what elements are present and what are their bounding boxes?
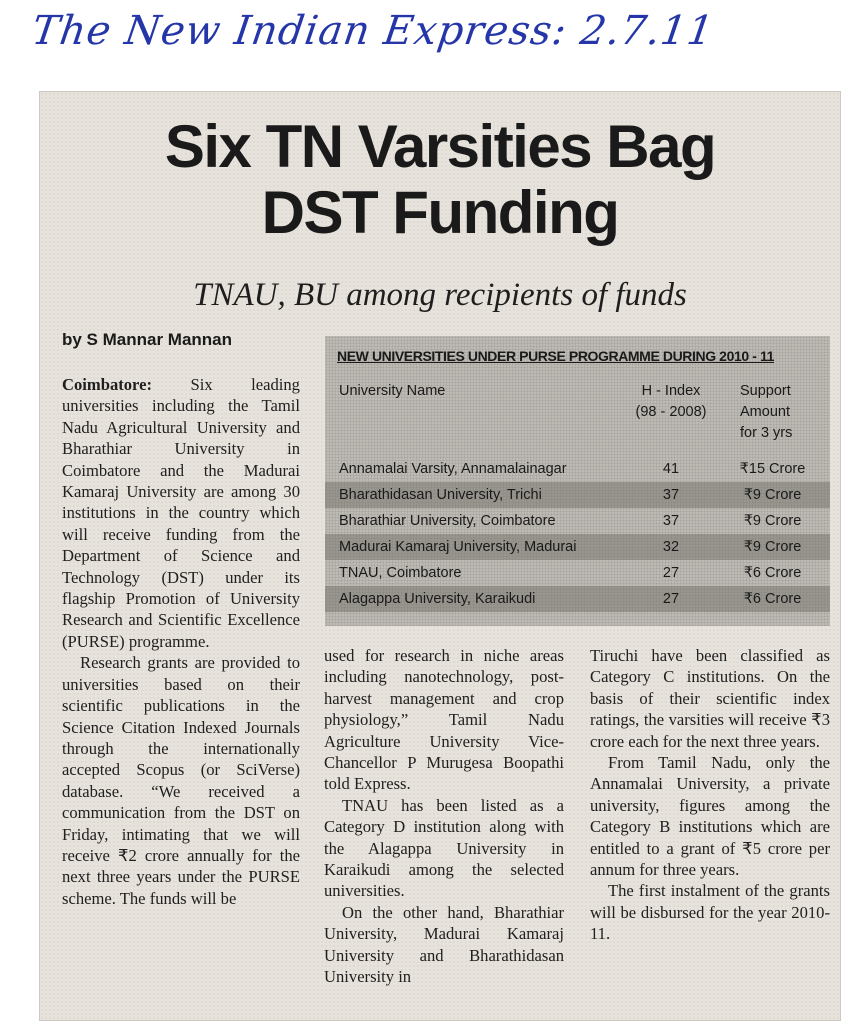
h-index-header-line-2: (98 - 2008) (635, 404, 707, 420)
university-name: Madurai Kamaraj University, Madurai (339, 539, 577, 555)
handwritten-source-note: The New Indian Express: 2.7.11 (29, 8, 717, 54)
table-row (325, 560, 830, 586)
support-header-line-3: for 3 yrs (740, 425, 793, 441)
article-paragraph-7: From Tamil Nadu, only the Annamalai University, a private university, figures among the Category B institutions which are entitled to a grant of ₹5 crore per annum for three years. (590, 753, 830, 880)
article-column-1 (62, 374, 300, 909)
support-amount: ₹9 Crore (743, 513, 802, 529)
table-row (325, 456, 830, 482)
article-text-1: Six leading universities including the Tamil Nadu Agricultural University and Bharathiar University in Coimbatore and the Madurai Kamaraj University are among 30 institutions in the country which will receive funding from the Department of Science and Technology (DST) under its flagship Promotion of University Research and Scientific Excellence (PURSE) programme. (62, 375, 300, 651)
newspaper-clipping (40, 92, 840, 1020)
support-amount: ₹9 Crore (743, 487, 802, 503)
support-amount: ₹6 Crore (743, 565, 802, 581)
article-paragraph-8: The first instalment of the grants will be disbursed for the year 2010-11. (590, 881, 830, 944)
table-row (325, 508, 830, 534)
article-paragraph-1 (62, 374, 300, 652)
article-paragraph-3: used for research in niche areas including nanotechnology, post-harvest management and crop physiology,” Tamil Nadu Agriculture University Vice-Chancellor P Murugesa Boopathi told Express. (324, 646, 564, 794)
byline: by S Mannar Mannan (62, 330, 233, 349)
dateline: Coimbatore: (62, 375, 153, 394)
column-header-support-amount (740, 381, 820, 444)
h-index-value: 27 (662, 591, 680, 607)
table-title: NEW UNIVERSITIES UNDER PURSE PROGRAMME DURING 2010 - 11 (337, 348, 774, 364)
h-index-value: 27 (662, 565, 680, 581)
table-row (325, 534, 830, 560)
article-column-2 (324, 645, 564, 988)
support-amount: ₹15 Crore (739, 461, 806, 477)
h-index-value: 37 (662, 487, 680, 503)
subheadline: TNAU, BU among recipients of funds (193, 277, 687, 313)
article-paragraph-4: TNAU has been listed as a Category D institution along with the Alagappa University in Karaikudi among the selected universities. (324, 795, 564, 901)
h-index-value: 37 (662, 513, 680, 529)
table-row (325, 482, 830, 508)
article-paragraph-2: Research grants are provided to universities based on their scientific publications in the Science Citation Indexed Journals through the internationally accepted Scopus (or SciVerse) database. “We received a communication from the DST on Friday, intimating that we will receive ₹2 crore annually for the next three years under the PURSE scheme. The funds will be (62, 653, 300, 908)
h-index-value: 32 (662, 539, 680, 555)
table-row (325, 586, 830, 612)
purse-universities-table (325, 336, 830, 626)
support-amount: ₹6 Crore (743, 591, 802, 607)
column-header-university-name: University Name (339, 383, 446, 399)
column-header-h-index (625, 381, 717, 423)
article-column-3 (590, 645, 830, 945)
university-name: Alagappa University, Karaikudi (339, 591, 536, 607)
h-index-value: 41 (662, 461, 680, 477)
headline (40, 114, 840, 246)
h-index-header-line-1: H - Index (641, 383, 701, 399)
university-name: TNAU, Coimbatore (339, 565, 462, 581)
support-header-line-1: Support (740, 383, 791, 399)
headline-line-1: Six TN Varsities Bag (164, 113, 716, 180)
university-name: Bharathiar University, Coimbatore (339, 513, 556, 529)
university-name: Bharathidasan University, Trichi (339, 487, 542, 503)
university-name: Annamalai Varsity, Annamalainagar (339, 461, 567, 477)
article-paragraph-6: Tiruchi have been classified as Category C institutions. On the basis of their scientific index ratings, the varsities will receive ₹3 crore each for the next three years. (590, 646, 830, 751)
article-paragraph-5: On the other hand, Bharathiar University, Madurai Kamaraj University and Bharathidasan University in (324, 902, 564, 987)
support-amount: ₹9 Crore (743, 539, 802, 555)
headline-line-2: DST Funding (261, 179, 619, 246)
support-header-line-2: Amount (740, 404, 790, 420)
